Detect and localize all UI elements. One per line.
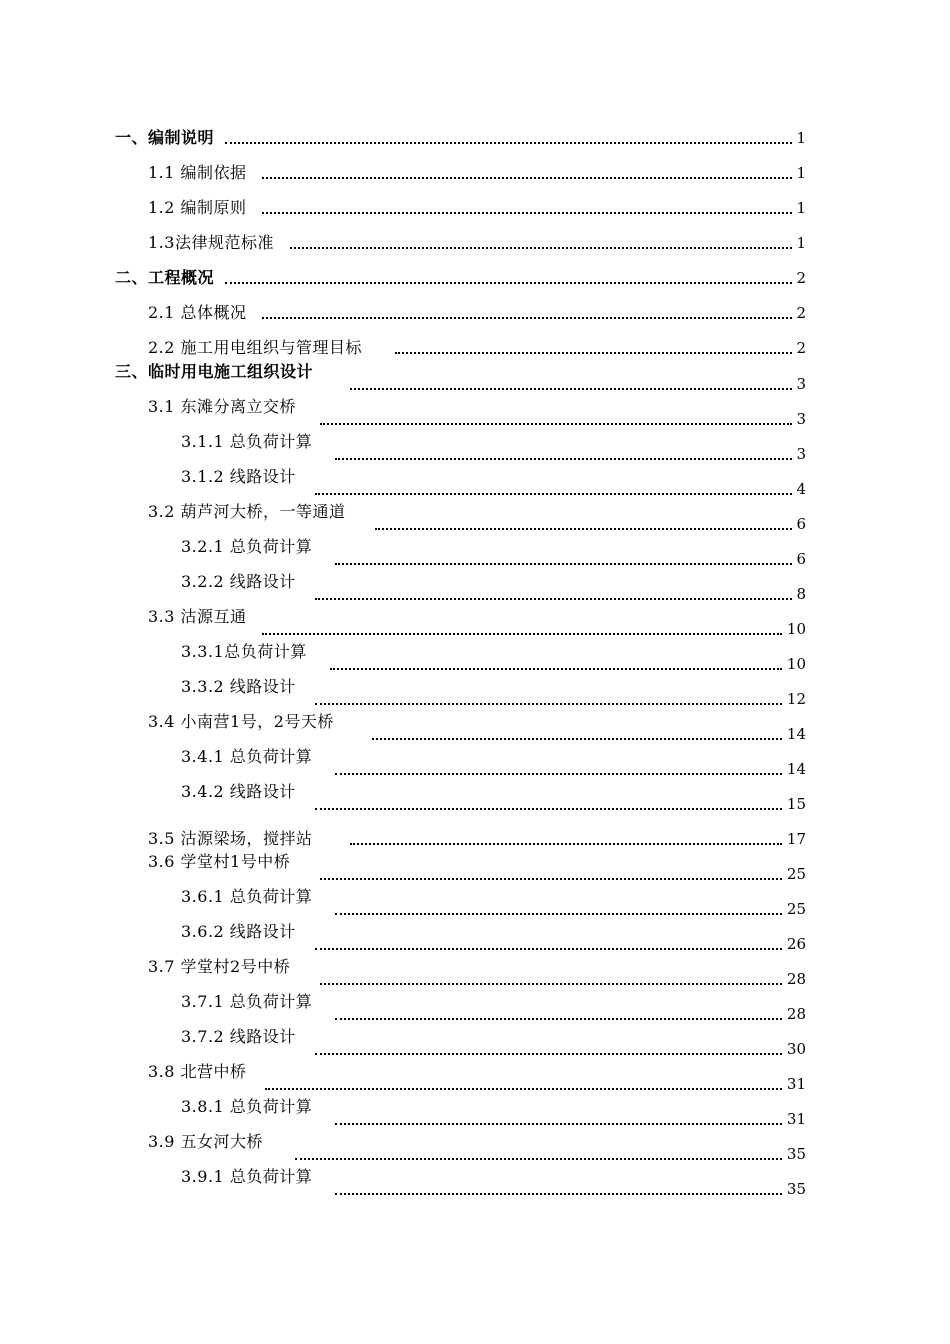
- toc-entry-title: 3.3 沽源互通: [148, 607, 247, 626]
- toc-leader-dots: [225, 282, 792, 284]
- toc-entry-title: 3.8.1 总负荷计算: [181, 1097, 313, 1116]
- toc-row[interactable]: [0, 198, 950, 233]
- toc-leader-dots: [262, 633, 782, 635]
- toc-entry-title: 3.6 学堂村1号中桥: [148, 852, 291, 871]
- toc-leader-dots: [315, 493, 792, 495]
- toc-page-number: 3: [796, 375, 806, 393]
- toc-leader-dots: [335, 913, 782, 915]
- toc-row[interactable]: [0, 303, 950, 338]
- toc-entry-title: 3.2.2 线路设计: [181, 572, 296, 591]
- toc-entry-title: 3.2.1 总负荷计算: [181, 537, 313, 556]
- toc-page-number: 25: [786, 865, 806, 883]
- toc-entry-title: 3.4.2 线路设计: [181, 782, 296, 801]
- toc-entry-title: 3.9.1 总负荷计算: [181, 1167, 313, 1186]
- toc-leader-dots: [375, 528, 792, 530]
- toc-row[interactable]: [0, 677, 950, 712]
- toc-entry-title: 二、工程概况: [115, 268, 215, 287]
- toc-entry-title: 3.8 北营中桥: [148, 1062, 247, 1081]
- toc-entry-title: 3.1.1 总负荷计算: [181, 432, 313, 451]
- toc-page-number: 30: [786, 1040, 806, 1058]
- toc-leader-dots: [320, 423, 792, 425]
- toc-leader-dots: [315, 703, 782, 705]
- toc-page-number: 14: [786, 725, 806, 743]
- toc-leader-dots: [262, 212, 792, 214]
- toc-entry-title: 3.7.1 总负荷计算: [181, 992, 313, 1011]
- toc-row[interactable]: [0, 537, 950, 572]
- toc-page-number: 1: [796, 199, 806, 217]
- toc-leader-dots: [350, 843, 782, 845]
- toc-entry-title: 3.3.2 线路设计: [181, 677, 296, 696]
- toc-page-number: 3: [796, 445, 806, 463]
- toc-row[interactable]: [0, 1167, 950, 1202]
- toc-page-number: 2: [796, 304, 806, 322]
- toc-leader-dots: [335, 1193, 782, 1195]
- toc-leader-dots: [262, 317, 792, 319]
- toc-row[interactable]: [0, 572, 950, 607]
- toc-page-number: 35: [786, 1180, 806, 1198]
- toc-leader-dots: [262, 177, 792, 179]
- toc-page-number: 12: [786, 690, 806, 708]
- toc-entry-title: 三、临时用电施工组织设计: [115, 362, 314, 381]
- toc-leader-dots: [395, 352, 792, 354]
- toc-leader-dots: [265, 1088, 782, 1090]
- toc-page-number: 28: [786, 970, 806, 988]
- toc-row[interactable]: [0, 362, 950, 397]
- toc-leader-dots: [315, 598, 792, 600]
- toc-entry-title: 1.3法律规范标准: [148, 233, 274, 252]
- toc-page-number: 31: [786, 1075, 806, 1093]
- toc-row[interactable]: [0, 887, 950, 922]
- toc-leader-dots: [335, 458, 792, 460]
- toc-row[interactable]: [0, 502, 950, 537]
- toc-entry-title: 3.6.1 总负荷计算: [181, 887, 313, 906]
- toc-row[interactable]: [0, 747, 950, 782]
- toc-leader-dots: [315, 948, 782, 950]
- toc-row[interactable]: [0, 467, 950, 502]
- toc-row[interactable]: [0, 128, 950, 163]
- toc-page-number: 15: [786, 795, 806, 813]
- toc-row[interactable]: [0, 922, 950, 957]
- toc-leader-dots: [350, 388, 792, 390]
- toc-row[interactable]: [0, 607, 950, 642]
- toc-leader-dots: [295, 1158, 782, 1160]
- toc-page-number: 10: [786, 655, 806, 673]
- toc-leader-dots: [372, 738, 782, 740]
- toc-page-number: 26: [786, 935, 806, 953]
- toc-page-number: 3: [796, 410, 806, 428]
- toc-leader-dots: [225, 142, 792, 144]
- toc-entry-title: 1.1 编制依据: [148, 163, 247, 182]
- toc-entry-title: 一、编制说明: [115, 128, 215, 147]
- toc-row[interactable]: [0, 782, 950, 817]
- toc-page-number: 14: [786, 760, 806, 778]
- toc-page-number: 25: [786, 900, 806, 918]
- toc-row[interactable]: [0, 852, 950, 887]
- toc-leader-dots: [335, 1123, 782, 1125]
- toc-entry-title: 3.3.1总负荷计算: [181, 642, 307, 661]
- toc-entry-title: 3.1.2 线路设计: [181, 467, 296, 486]
- toc-entry-title: 3.6.2 线路设计: [181, 922, 296, 941]
- toc-page-number: 6: [796, 550, 806, 568]
- toc-page-number: 4: [796, 480, 806, 498]
- toc-row[interactable]: [0, 712, 950, 747]
- toc-leader-dots: [315, 808, 782, 810]
- toc-row[interactable]: [0, 163, 950, 198]
- toc-row[interactable]: [0, 642, 950, 677]
- toc-entry-title: 3.1 东滩分离立交桥: [148, 397, 297, 416]
- toc-row[interactable]: [0, 397, 950, 432]
- toc-row[interactable]: [0, 1132, 950, 1167]
- toc-row[interactable]: [0, 233, 950, 268]
- toc-page-number: 35: [786, 1145, 806, 1163]
- toc-entry-title: 2.1 总体概况: [148, 303, 247, 322]
- toc-row[interactable]: [0, 957, 950, 992]
- toc-row[interactable]: [0, 432, 950, 467]
- toc-entry-title: 1.2 编制原则: [148, 198, 247, 217]
- toc-page-number: 1: [796, 164, 806, 182]
- toc-row[interactable]: [0, 992, 950, 1027]
- toc-leader-dots: [335, 1018, 782, 1020]
- toc-page-number: 1: [796, 129, 806, 147]
- toc-page-number: 31: [786, 1110, 806, 1128]
- toc-entry-title: 3.4.1 总负荷计算: [181, 747, 313, 766]
- toc-page-number: 17: [786, 830, 806, 848]
- toc-leader-dots: [290, 247, 792, 249]
- toc-leader-dots: [320, 878, 782, 880]
- toc-page-number: 6: [796, 515, 806, 533]
- toc-entry-title: 3.4 小南营1号，2号天桥: [148, 712, 334, 731]
- toc-leader-dots: [335, 773, 782, 775]
- toc-row[interactable]: [0, 1027, 950, 1062]
- toc-leader-dots: [320, 983, 782, 985]
- toc-page-number: 1: [796, 234, 806, 252]
- toc-entry-title: 3.9 五女河大桥: [148, 1132, 264, 1151]
- toc-row[interactable]: [0, 1097, 950, 1132]
- toc-leader-dots: [335, 563, 792, 565]
- toc-page-number: 2: [796, 269, 806, 287]
- toc-entry-title: 2.2 施工用电组织与管理目标: [148, 338, 363, 357]
- toc-page-number: 8: [796, 585, 806, 603]
- toc-page-number: 2: [796, 339, 806, 357]
- toc-page-number: 10: [786, 620, 806, 638]
- toc-leader-dots: [330, 668, 782, 670]
- toc-row[interactable]: [0, 1062, 950, 1097]
- toc-entry-title: 3.5 沽源梁场，搅拌站: [148, 829, 313, 848]
- toc-row[interactable]: [0, 268, 950, 303]
- toc-entry-title: 3.7 学堂村2号中桥: [148, 957, 291, 976]
- toc-page-number: 28: [786, 1005, 806, 1023]
- toc-entry-title: 3.7.2 线路设计: [181, 1027, 296, 1046]
- toc-leader-dots: [315, 1053, 782, 1055]
- toc-entry-title: 3.2 葫芦河大桥，一等通道: [148, 502, 346, 521]
